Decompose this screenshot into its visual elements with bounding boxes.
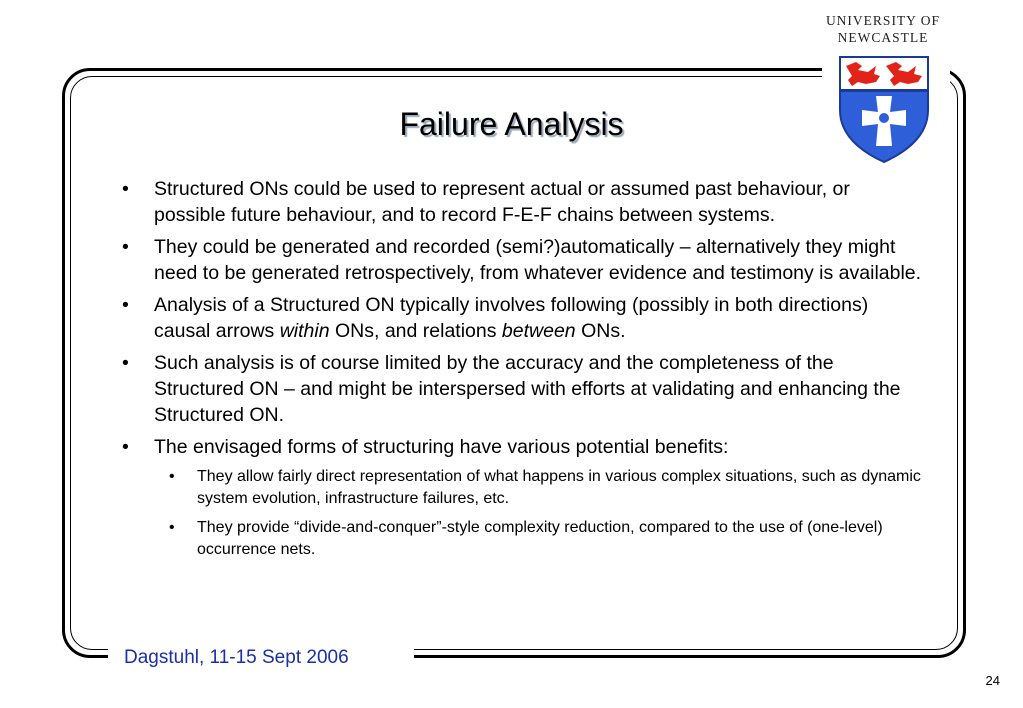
bullet-text-part: ONs, and relations: [329, 320, 502, 342]
institution-name: [812, 12, 954, 46]
bullet-marker: •: [122, 294, 129, 316]
page-number: 24: [985, 673, 1000, 688]
institution-line-1: UNIVERSITY OF: [825, 13, 941, 28]
institution-line-2: NEWCASTLE: [837, 30, 929, 45]
bullet-marker: •: [122, 352, 129, 374]
sub-bullet-item: [122, 517, 922, 561]
bullet-text-part: ONs.: [575, 320, 626, 342]
bullet-marker: •: [122, 178, 129, 200]
bullet-text: They could be generated and recorded (semi?)automatically – alternatively they might need to be generated retrospectively, from whatever evidence and testimony is available.: [154, 236, 922, 284]
bullet-item: [122, 350, 922, 428]
bullet-text: Such analysis is of course limited by the accuracy and the completeness of the Structured ON – and might be interspersed with efforts at validating and enhancing the Structured ON.: [154, 352, 901, 426]
bullet-item: [122, 434, 922, 460]
bullet-text: The envisaged forms of structuring have various potential benefits:: [154, 436, 729, 458]
bullet-emphasis: within: [279, 320, 330, 342]
bullet-item: [122, 176, 922, 228]
sub-bullet-text: They provide “divide-and-conquer”-style complexity reduction, compared to the use of (one-level) occurrence nets.: [197, 519, 883, 558]
slide-content: [122, 176, 922, 568]
bullet-marker: •: [122, 236, 129, 258]
sub-bullet-item: [122, 466, 922, 510]
slide-title: Failure Analysis: [399, 106, 624, 142]
bullet-text-part: Analysis of a Structured ON typically involves following (possibly in both directions) causal arrows: [154, 294, 869, 342]
sub-bullet-marker: •: [169, 519, 175, 536]
sub-bullet-marker: •: [169, 468, 175, 485]
bullet-item: [122, 234, 922, 286]
footer-event: Dagstuhl, 11-15 Sept 2006: [124, 647, 349, 668]
sub-bullet-text: They allow fairly direct representation of what happens in various complex situations, such as dynamic system evolution, infrastructure failures, etc.: [197, 468, 921, 507]
bullet-marker: •: [122, 436, 129, 458]
bullet-item: [122, 292, 922, 344]
bullet-emphasis: between: [501, 320, 576, 342]
bullet-text: Structured ONs could be used to represent actual or assumed past behaviour, or possible future behaviour, and to record F-E-F chains between systems.: [154, 178, 850, 226]
